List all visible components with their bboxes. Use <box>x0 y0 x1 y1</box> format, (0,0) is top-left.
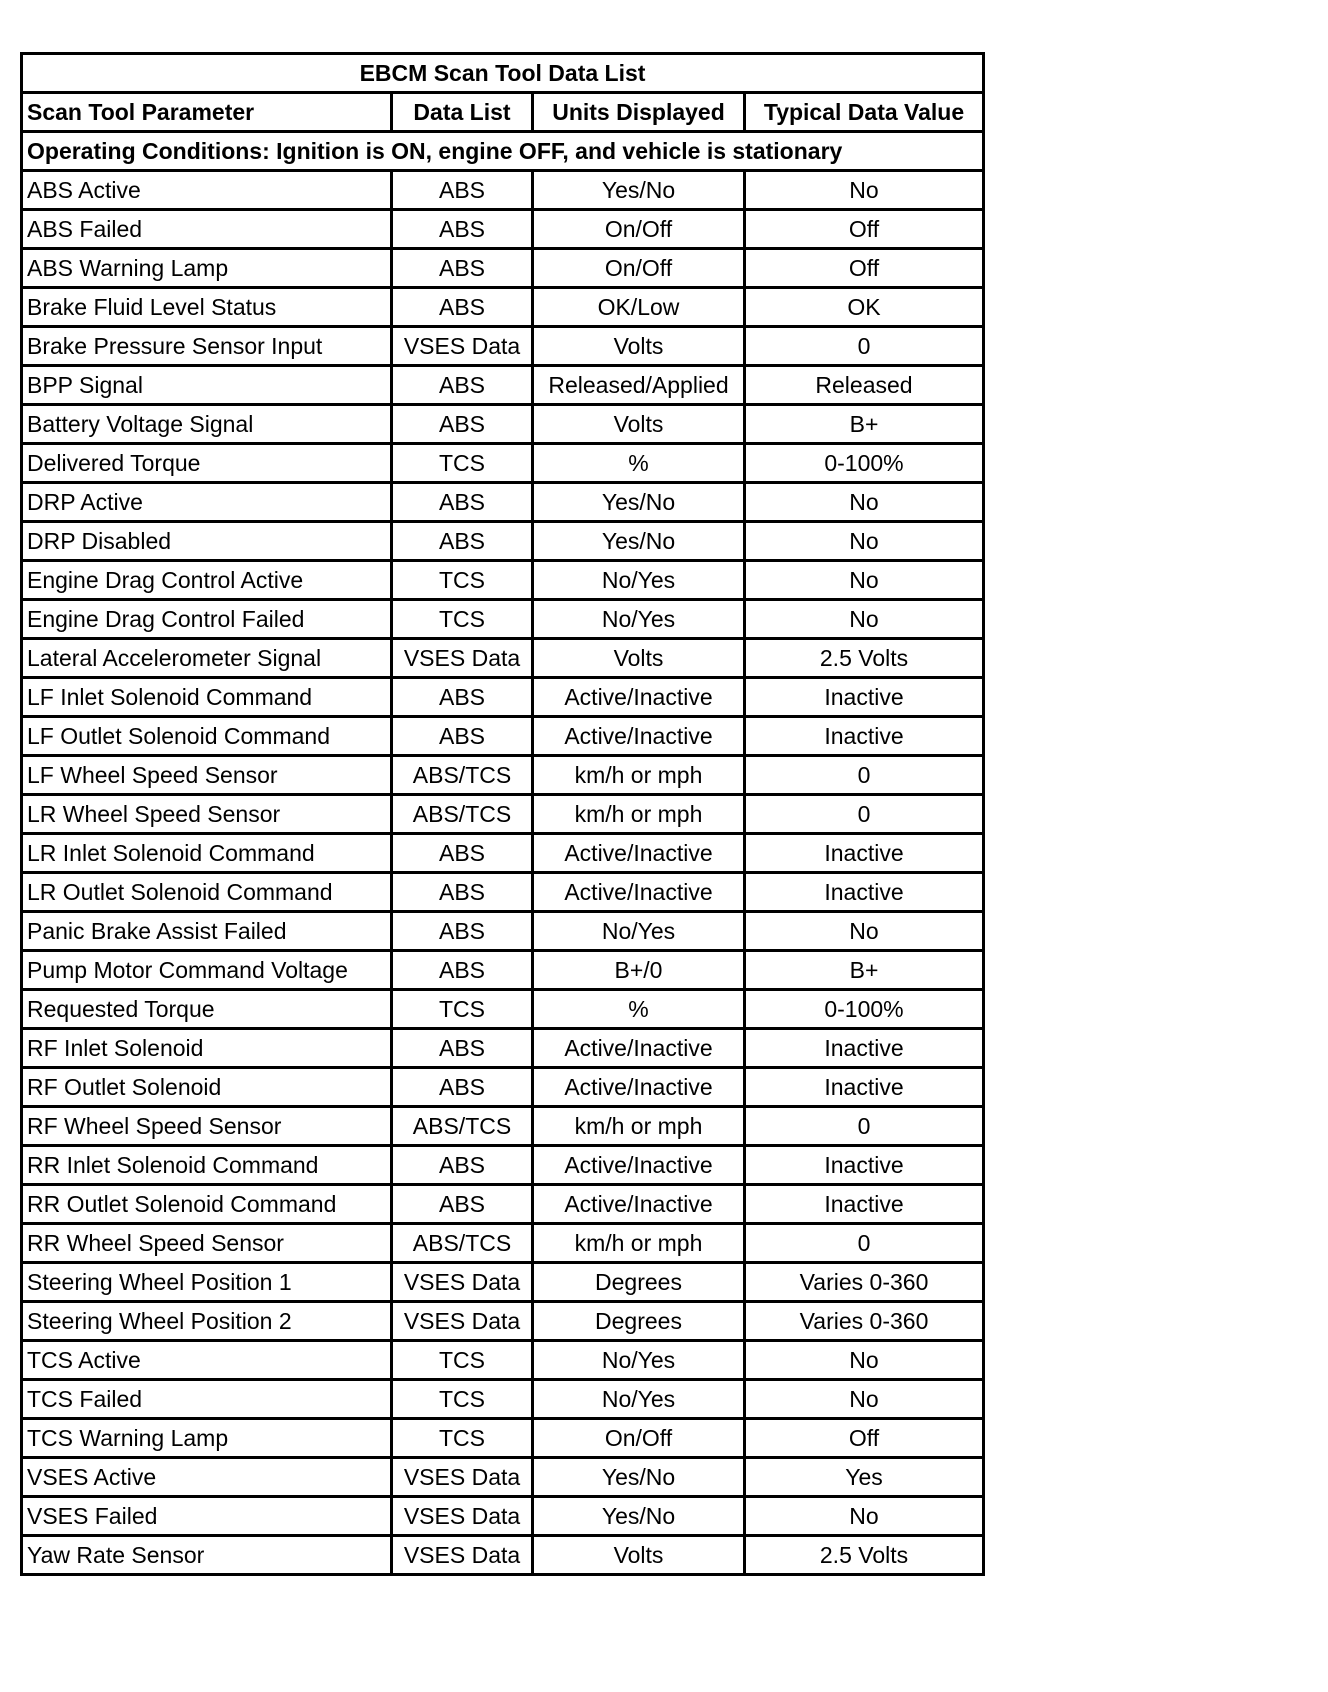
table-row <box>22 210 984 249</box>
header-row <box>22 93 984 132</box>
units-cell: Active/Inactive <box>533 1185 745 1224</box>
scan-tool-data-table <box>20 52 985 1576</box>
table-row <box>22 444 984 483</box>
units-cell: Active/Inactive <box>533 678 745 717</box>
typical-value-cell: 0-100% <box>745 990 984 1029</box>
typical-value-cell: B+ <box>745 405 984 444</box>
units-cell: Volts <box>533 639 745 678</box>
units-cell: Degrees <box>533 1263 745 1302</box>
parameter-cell: VSES Active <box>22 1458 392 1497</box>
typical-value-cell: Released <box>745 366 984 405</box>
units-cell: Degrees <box>533 1302 745 1341</box>
table-row <box>22 717 984 756</box>
table-row <box>22 1146 984 1185</box>
units-cell: % <box>533 990 745 1029</box>
parameter-cell: TCS Warning Lamp <box>22 1419 392 1458</box>
data-list-cell: VSES Data <box>392 1263 533 1302</box>
typical-value-cell: Inactive <box>745 717 984 756</box>
data-list-cell: VSES Data <box>392 1536 533 1575</box>
operating-conditions: Operating Conditions: Ignition is ON, engine OFF, and vehicle is stationary <box>22 132 984 171</box>
data-list-cell: VSES Data <box>392 1302 533 1341</box>
typical-value-cell: Varies 0-360 <box>745 1263 984 1302</box>
title-row <box>22 54 984 93</box>
data-list-cell: ABS <box>392 912 533 951</box>
typical-value-cell: Off <box>745 249 984 288</box>
parameter-cell: RF Inlet Solenoid <box>22 1029 392 1068</box>
data-list-cell: ABS <box>392 522 533 561</box>
units-cell: Yes/No <box>533 1497 745 1536</box>
units-cell: Yes/No <box>533 483 745 522</box>
units-cell: Active/Inactive <box>533 1068 745 1107</box>
typical-value-cell: 0 <box>745 327 984 366</box>
parameter-cell: Pump Motor Command Voltage <box>22 951 392 990</box>
data-list-cell: ABS/TCS <box>392 795 533 834</box>
data-list-cell: VSES Data <box>392 327 533 366</box>
units-cell: Active/Inactive <box>533 1029 745 1068</box>
parameter-cell: Yaw Rate Sensor <box>22 1536 392 1575</box>
parameter-cell: Engine Drag Control Failed <box>22 600 392 639</box>
table-row <box>22 522 984 561</box>
data-list-cell: TCS <box>392 600 533 639</box>
parameter-cell: LF Inlet Solenoid Command <box>22 678 392 717</box>
table-row <box>22 600 984 639</box>
typical-value-cell: 0 <box>745 1224 984 1263</box>
typical-value-cell: 0 <box>745 795 984 834</box>
parameter-cell: RR Wheel Speed Sensor <box>22 1224 392 1263</box>
units-cell: Active/Inactive <box>533 873 745 912</box>
data-list-cell: ABS <box>392 171 533 210</box>
units-cell: Released/Applied <box>533 366 745 405</box>
typical-value-cell: No <box>745 1341 984 1380</box>
table-row <box>22 405 984 444</box>
typical-value-cell: Off <box>745 210 984 249</box>
units-cell: Yes/No <box>533 171 745 210</box>
data-list-cell: ABS <box>392 1068 533 1107</box>
parameter-cell: LR Wheel Speed Sensor <box>22 795 392 834</box>
parameter-cell: Engine Drag Control Active <box>22 561 392 600</box>
data-list-cell: ABS/TCS <box>392 1224 533 1263</box>
parameter-cell: LR Inlet Solenoid Command <box>22 834 392 873</box>
header-data-list: Data List <box>392 93 533 132</box>
typical-value-cell: Varies 0-360 <box>745 1302 984 1341</box>
units-cell: Yes/No <box>533 1458 745 1497</box>
table-row <box>22 678 984 717</box>
table-row <box>22 1536 984 1575</box>
typical-value-cell: Inactive <box>745 1068 984 1107</box>
typical-value-cell: 2.5 Volts <box>745 1536 984 1575</box>
units-cell: No/Yes <box>533 561 745 600</box>
header-units: Units Displayed <box>533 93 745 132</box>
data-list-cell: TCS <box>392 1341 533 1380</box>
data-list-cell: ABS <box>392 483 533 522</box>
typical-value-cell: No <box>745 522 984 561</box>
typical-value-cell: No <box>745 171 984 210</box>
units-cell: No/Yes <box>533 1380 745 1419</box>
parameter-cell: VSES Failed <box>22 1497 392 1536</box>
table-row <box>22 1263 984 1302</box>
typical-value-cell: Inactive <box>745 1185 984 1224</box>
parameter-cell: Brake Fluid Level Status <box>22 288 392 327</box>
table-row <box>22 795 984 834</box>
data-list-cell: ABS <box>392 366 533 405</box>
units-cell: On/Off <box>533 210 745 249</box>
units-cell: No/Yes <box>533 1341 745 1380</box>
typical-value-cell: OK <box>745 288 984 327</box>
parameter-cell: ABS Warning Lamp <box>22 249 392 288</box>
data-list-cell: ABS <box>392 717 533 756</box>
data-list-cell: ABS <box>392 834 533 873</box>
data-list-cell: TCS <box>392 990 533 1029</box>
typical-value-cell: B+ <box>745 951 984 990</box>
parameter-cell: RR Outlet Solenoid Command <box>22 1185 392 1224</box>
typical-value-cell: Inactive <box>745 1146 984 1185</box>
data-list-cell: VSES Data <box>392 639 533 678</box>
typical-value-cell: No <box>745 1380 984 1419</box>
units-cell: % <box>533 444 745 483</box>
parameter-cell: TCS Active <box>22 1341 392 1380</box>
units-cell: On/Off <box>533 1419 745 1458</box>
typical-value-cell: 0 <box>745 1107 984 1146</box>
typical-value-cell: No <box>745 483 984 522</box>
table-row <box>22 1341 984 1380</box>
typical-value-cell: Inactive <box>745 873 984 912</box>
data-list-cell: ABS <box>392 1146 533 1185</box>
parameter-cell: Requested Torque <box>22 990 392 1029</box>
table-row <box>22 366 984 405</box>
data-list-cell: TCS <box>392 1380 533 1419</box>
data-list-cell: ABS <box>392 1185 533 1224</box>
typical-value-cell: No <box>745 912 984 951</box>
table-row <box>22 483 984 522</box>
parameter-cell: RR Inlet Solenoid Command <box>22 1146 392 1185</box>
data-list-cell: ABS/TCS <box>392 1107 533 1146</box>
table-row <box>22 1029 984 1068</box>
data-list-cell: ABS <box>392 951 533 990</box>
units-cell: B+/0 <box>533 951 745 990</box>
data-list-cell: ABS <box>392 210 533 249</box>
units-cell: Volts <box>533 405 745 444</box>
typical-value-cell: Yes <box>745 1458 984 1497</box>
units-cell: No/Yes <box>533 600 745 639</box>
parameter-cell: LR Outlet Solenoid Command <box>22 873 392 912</box>
parameter-cell: LF Outlet Solenoid Command <box>22 717 392 756</box>
data-list-cell: TCS <box>392 561 533 600</box>
units-cell: Volts <box>533 327 745 366</box>
parameter-cell: DRP Disabled <box>22 522 392 561</box>
typical-value-cell: 2.5 Volts <box>745 639 984 678</box>
data-list-cell: VSES Data <box>392 1497 533 1536</box>
data-list-cell: TCS <box>392 1419 533 1458</box>
table-row <box>22 171 984 210</box>
units-cell: km/h or mph <box>533 1224 745 1263</box>
table-title: EBCM Scan Tool Data List <box>22 54 984 93</box>
table-row <box>22 249 984 288</box>
parameter-cell: ABS Failed <box>22 210 392 249</box>
typical-value-cell: Inactive <box>745 834 984 873</box>
units-cell: OK/Low <box>533 288 745 327</box>
units-cell: Yes/No <box>533 522 745 561</box>
table-row <box>22 951 984 990</box>
data-list-cell: TCS <box>392 444 533 483</box>
header-typical-value: Typical Data Value <box>745 93 984 132</box>
parameter-cell: Steering Wheel Position 1 <box>22 1263 392 1302</box>
parameter-cell: Brake Pressure Sensor Input <box>22 327 392 366</box>
parameter-cell: Lateral Accelerometer Signal <box>22 639 392 678</box>
units-cell: Active/Inactive <box>533 1146 745 1185</box>
table-row <box>22 834 984 873</box>
typical-value-cell: Off <box>745 1419 984 1458</box>
table-row <box>22 1497 984 1536</box>
typical-value-cell: Inactive <box>745 678 984 717</box>
table-row <box>22 912 984 951</box>
table-row <box>22 327 984 366</box>
table-row <box>22 990 984 1029</box>
parameter-cell: BPP Signal <box>22 366 392 405</box>
parameter-cell: TCS Failed <box>22 1380 392 1419</box>
parameter-cell: RF Wheel Speed Sensor <box>22 1107 392 1146</box>
table-row <box>22 756 984 795</box>
parameter-cell: Steering Wheel Position 2 <box>22 1302 392 1341</box>
typical-value-cell: 0 <box>745 756 984 795</box>
table-row <box>22 1419 984 1458</box>
table-row <box>22 1380 984 1419</box>
parameter-cell: LF Wheel Speed Sensor <box>22 756 392 795</box>
parameter-cell: Battery Voltage Signal <box>22 405 392 444</box>
units-cell: No/Yes <box>533 912 745 951</box>
table-row <box>22 873 984 912</box>
data-list-cell: ABS <box>392 249 533 288</box>
typical-value-cell: 0-100% <box>745 444 984 483</box>
table-row <box>22 561 984 600</box>
table-row <box>22 1068 984 1107</box>
data-list-cell: ABS <box>392 1029 533 1068</box>
parameter-cell: Panic Brake Assist Failed <box>22 912 392 951</box>
header-parameter: Scan Tool Parameter <box>22 93 392 132</box>
table-row <box>22 1224 984 1263</box>
units-cell: On/Off <box>533 249 745 288</box>
table-row <box>22 1107 984 1146</box>
data-list-cell: ABS <box>392 678 533 717</box>
units-cell: km/h or mph <box>533 1107 745 1146</box>
table-row <box>22 1458 984 1497</box>
parameter-cell: DRP Active <box>22 483 392 522</box>
parameter-cell: ABS Active <box>22 171 392 210</box>
typical-value-cell: No <box>745 1497 984 1536</box>
table-row <box>22 1302 984 1341</box>
units-cell: Volts <box>533 1536 745 1575</box>
data-list-cell: ABS/TCS <box>392 756 533 795</box>
operating-conditions-row <box>22 132 984 171</box>
typical-value-cell: Inactive <box>745 1029 984 1068</box>
typical-value-cell: No <box>745 600 984 639</box>
units-cell: Active/Inactive <box>533 717 745 756</box>
table-row <box>22 639 984 678</box>
data-list-cell: ABS <box>392 288 533 327</box>
data-list-cell: VSES Data <box>392 1458 533 1497</box>
units-cell: km/h or mph <box>533 756 745 795</box>
typical-value-cell: No <box>745 561 984 600</box>
data-list-cell: ABS <box>392 405 533 444</box>
table-row <box>22 1185 984 1224</box>
units-cell: km/h or mph <box>533 795 745 834</box>
table-row <box>22 288 984 327</box>
parameter-cell: Delivered Torque <box>22 444 392 483</box>
data-list-cell: ABS <box>392 873 533 912</box>
units-cell: Active/Inactive <box>533 834 745 873</box>
parameter-cell: RF Outlet Solenoid <box>22 1068 392 1107</box>
